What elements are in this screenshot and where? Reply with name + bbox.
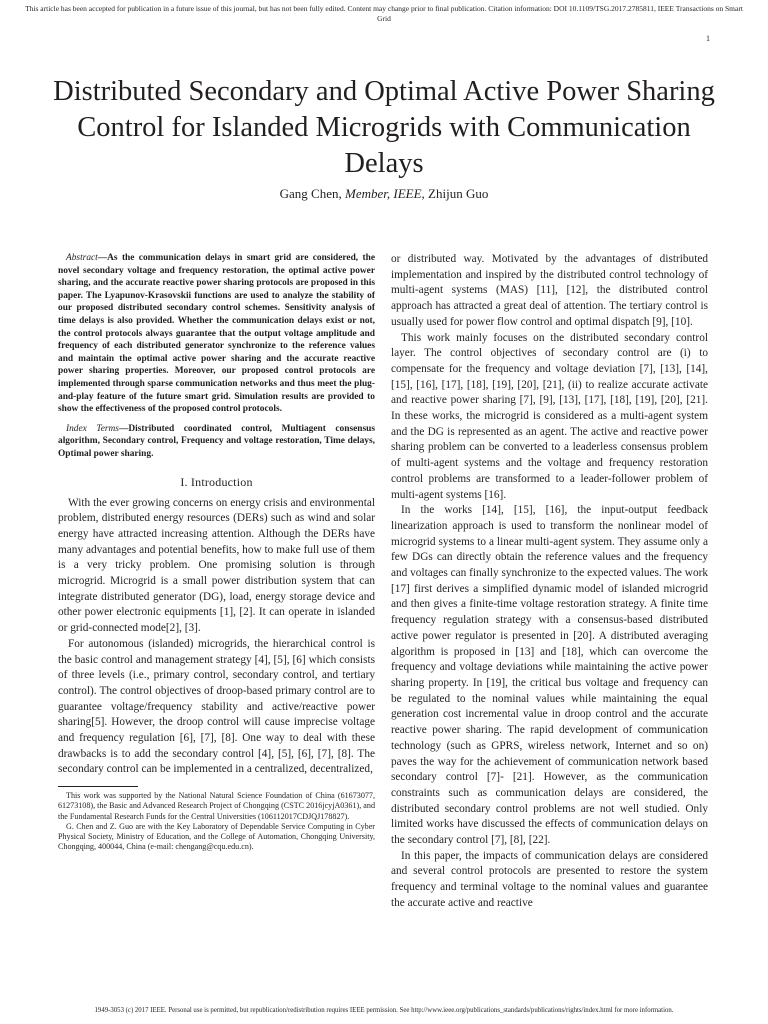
footnote-divider <box>58 786 138 787</box>
page-number: 1 <box>706 34 710 43</box>
paper-title: Distributed Secondary and Optimal Active Power Sharing Control for Islanded Microgrids with Communication Delays <box>53 76 715 179</box>
intro-paragraph-1: With the ever growing concerns on energy crisis and environmental problem, distributed energy resources (DERs) such as wind and solar energy have attracted increasing attention. Although the DERs have many advantages and potential benefits, how to make full use of them is a very tricky problem. One promising solution is through microgrid. Microgrid is a small power distribution system that can integrate distributed generator (DG), load, energy storage device and other power electronic equipments [1], [2]. It can operate in islanded or grid-connected mode[2], [3]. <box>58 496 375 635</box>
body-paragraph-1: or distributed way. Motivated by the advantages of distributed implementation and inspired by the distributed control technology of multi-agent systems (MAS) [11], [12], the distributed control approach has attracted a great deal of attention. The tertiary control is usually used for power flow control and optimal dispatch [9], [10]. <box>391 253 708 328</box>
intro-paragraph-2: For autonomous (islanded) microgrids, the hierarchical control is the basic control and management strategy [4], [5], [6] which consists of three levels (i.e., primary control, secondary control, and tertiary control). The control objectives of droop-based primary control are to guarantee voltage/frequency stability and active/reactive power sharing[5]. However, the droop control will cause imprecise voltage and frequency regulation [6], [7], [8]. One way to deal with these drawbacks is to add the secondary control [4], [5], [6], [7], [8]. The secondary control can be implemented in a centralized, decentralized, <box>58 637 375 776</box>
author-2: Zhijun Guo <box>428 186 489 201</box>
right-column <box>391 252 708 912</box>
body-paragraph-4: In this paper, the impacts of communication delays are considered and several control protocols are presented to restore the system frequency and terminal voltage to the nominal values and guarantee the accurate active and reactive <box>391 849 708 909</box>
abstract <box>58 252 375 416</box>
left-column <box>58 252 375 852</box>
abstract-label: Abstract <box>66 253 98 263</box>
body-paragraph-3: In the works [14], [15], [16], the input-output feedback linearization approach is used to transform the nonlinear model of microgrid systems to a linear multi-agent system. They assume only a few DGs can directly obtain the reference values and the frequency and voltages can finally synchronize to the expected values. The work [17] first derives a simplified dynamic model of islanded microgrid and then gives a finite-time voltage restoration strategy. A finite time frequency regulation strategy with a consensus-based distributed active power regulator is presented in [20]. A distributed averaging algorithm is proposed in [13] and [18], which can overcome the frequency and voltage deviations while maintaining the active power sharing property. In [19], the critical bus voltage and frequency can be regulated to the nominal values while maintaining the equal generation cost incremental value in droop control and the accurate reactive power sharing. The rapid development of communication technology (such as GPRS, wireless network, Internet and so on) paves the way for the achievement of communication network based secondary control [7]- [21]. However, as the communication constraints such as communication delays are considered, the distributed secondary control problems are not well studied. Only limited works have discussed the effects of communication delays on the secondary control [7], [8], [22]. <box>391 504 708 847</box>
index-terms-text: —Distributed coordinated control, Multiagent consensus algorithm, Secondary control, Frequency and voltage restoration, Time delays, Optimal power sharing. <box>58 423 375 459</box>
abstract-text: —As the communication delays in smart grid are considered, the novel secondary voltage and frequency restoration, the optimal active power sharing, and the accurate reactive power sharing protocols are proposed in this paper. The Lyapunov-Krasovskii functions are used to analyze the stability of our proposed distributed secondary control schemes. Sensitivity analysis of time delays is also provided. Whether the communication delays exist or not, the control protocols always guarantee that the output voltage amplitude and frequency of each distributed generator synchronize to the reference values and maintain the optimal active power sharing and the accurate reactive power sharing properties. Moreover, our proposed control protocols are implemented through sparse communication networks and thus meet the plug-and-play feature of the future smart grid. Simulation results are provided to show the effectiveness of the proposed control protocols. <box>58 253 375 415</box>
author-1: Gang Chen, <box>279 186 342 201</box>
index-terms <box>58 423 375 461</box>
footnote-affiliation: G. Chen and Z. Guo are with the Key Laboratory of Dependable Service Computing in Cyber Physical Society, Ministry of Education, and the College of Automation, Chongqing University, Chongqing, 400044, China (e-mail: chengang@cqu.edu.cn). <box>58 821 375 852</box>
body-paragraph-2: This work mainly focuses on the distributed secondary control layer. The control objectives of secondary control are (i) to compensate for the frequency and voltage deviation [7], [13], [14], [15], [16], [17], [18], [19], [20], [21], (ii) to realize accurate activate and reactive power sharing [7], [9], [13], [17], [18], [19], [20], [21]. In these works, the microgrid is considered as a multi-agent system and the DG is represented as an agent. The active and reactive power sharing problem can be converted to a leaderless consensus problem of multi-agent systems and the voltage and frequency restoration control problems are transformed to a leader-follower problem of multi-agent systems [16]. <box>391 331 708 501</box>
section-heading-introduction: I. Introduction <box>180 474 253 489</box>
author-separator: , <box>421 186 429 201</box>
publication-notice: This article has been accepted for publication in a future issue of this journal, but has not been fully edited. Content may change prior to final publication. Citation information: DOI 10.1109/TSG.2017.2785811, IEEE Transactions on Smart Grid <box>25 4 743 23</box>
author-line <box>0 186 768 202</box>
author-1-affiliation: Member, IEEE <box>345 186 422 201</box>
footnote-funding: This work was supported by the National Natural Science Foundation of China (61673077, 61273108), the Basic and Advanced Research Project of Chongqing (CSTC 2016jcyjA0361), and the Fundamental Research Funds for the Central Universities (106112017CDJQJ178827). <box>58 791 375 821</box>
index-terms-label: Index Terms <box>66 423 119 434</box>
copyright-footer: 1949-3053 (c) 2017 IEEE. Personal use is permitted, but republication/redistribution requires IEEE permission. See http://www.ieee.org/publications_standards/publications/rights/index.html for more information. <box>94 1007 674 1014</box>
